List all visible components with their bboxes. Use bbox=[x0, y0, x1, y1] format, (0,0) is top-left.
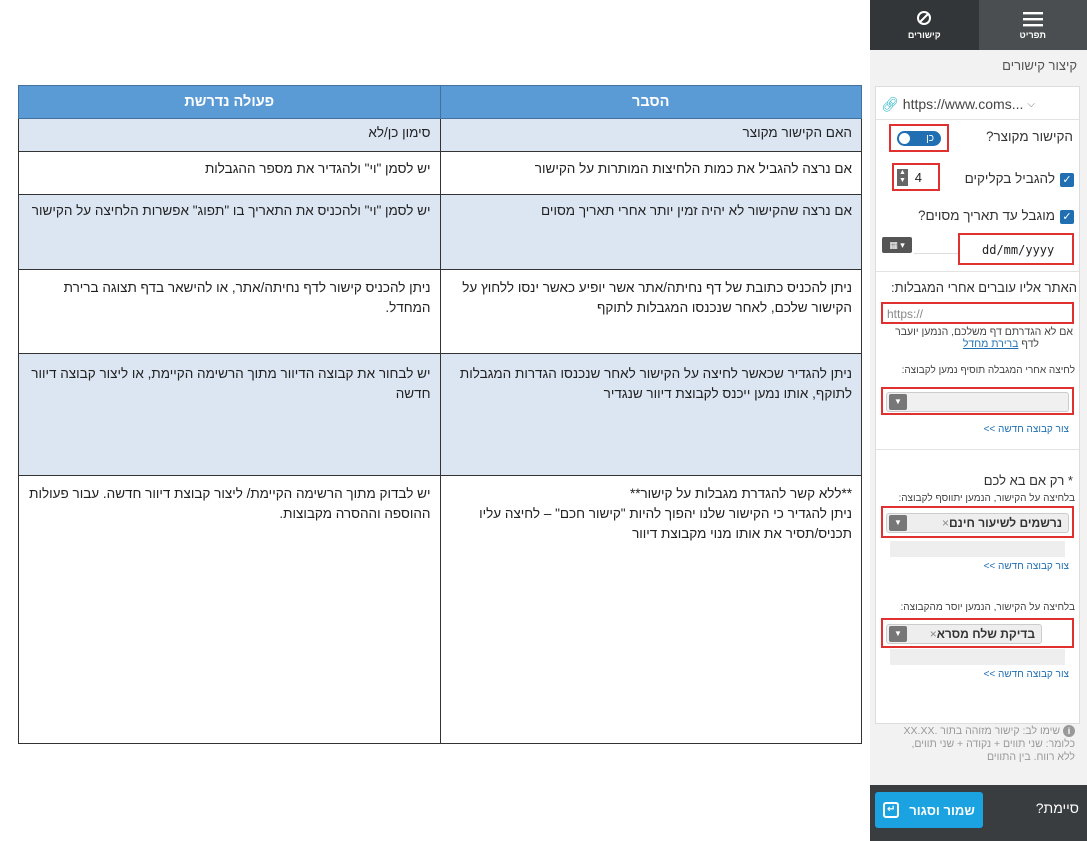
table-row bbox=[19, 195, 862, 270]
panel-footer bbox=[870, 785, 1087, 841]
tab-menu[interactable] bbox=[979, 0, 1087, 50]
chevron-down-icon: ▼ bbox=[889, 515, 907, 531]
toggle-highlight bbox=[889, 124, 949, 152]
remove-tag-icon[interactable]: × bbox=[942, 516, 950, 530]
header-required-action: פעולה נדרשת bbox=[19, 86, 441, 119]
select-field-shadow bbox=[890, 649, 1065, 665]
menu-icon bbox=[1022, 10, 1044, 28]
date-underline bbox=[914, 253, 958, 254]
table-cell-action: יש לבדוק מתוך הרשימה הקיימת/ ליצור קבוצת דיוור חדשה. עבור פעולות ההוספה וההסרה מקבוצות. bbox=[19, 476, 441, 744]
redirect-hint-prefix: לדף bbox=[1021, 338, 1039, 350]
divider bbox=[876, 449, 1079, 450]
remove-tag-icon[interactable]: × bbox=[929, 627, 937, 641]
new-group-link[interactable]: צור קבוצה חדשה >> bbox=[983, 424, 1069, 435]
divider bbox=[876, 271, 1079, 272]
chevron-down-icon: ⌵ bbox=[1027, 98, 1035, 110]
remove-group-highlight bbox=[881, 618, 1074, 648]
table-row bbox=[19, 119, 862, 152]
link-format-note bbox=[885, 725, 1075, 764]
add-group-label: בלחיצה על הקישור, הנמען יתווסף לקבוצה: bbox=[898, 493, 1075, 504]
table-row bbox=[19, 270, 862, 354]
url-text: https://www.coms... bbox=[902, 96, 1024, 112]
save-and-close-button[interactable] bbox=[875, 792, 983, 828]
table-cell-action: יש לסמן "וי" ולהכניס את התאריך בו "תפוג" אפשרות הלחיצה על הקישור bbox=[19, 195, 441, 270]
save-label: שמור וסגור bbox=[909, 802, 975, 818]
instructions-table bbox=[18, 85, 862, 744]
note-line-3: ללא רווח. בין התווים bbox=[987, 751, 1075, 763]
calendar-icon[interactable]: ▾ ▦ bbox=[882, 237, 912, 253]
add-group-value: נרשמים לשיעור חינם bbox=[949, 516, 1062, 530]
limited-date-label: מוגבל עד תאריך מסוים? bbox=[917, 208, 1055, 223]
limit-clicks-input[interactable]: 4 bbox=[914, 170, 922, 185]
toggle-knob bbox=[899, 133, 910, 144]
tab-menu-label: תפריט bbox=[1019, 30, 1046, 40]
note-line-2: כלומר: שני תווים + נקודה + שני תווים, bbox=[911, 738, 1075, 750]
table-cell-action: סימון כן/לא bbox=[19, 119, 441, 152]
select-field-shadow bbox=[890, 541, 1065, 557]
toggle-label: כן bbox=[926, 133, 934, 144]
limit-clicks-label: להגביל בקליקים bbox=[964, 171, 1055, 186]
add-group-highlight bbox=[881, 506, 1074, 538]
selected-group-tag bbox=[942, 514, 1062, 532]
table-cell-action: ניתן להכניס קישור לדף נחיתה/אתר, או להישאר בדף תצוגה ברירת המחדל. bbox=[19, 270, 441, 354]
date-input[interactable]: dd/mm/yyyy bbox=[958, 233, 1074, 265]
redirect-label: האתר אליו עוברים אחרי המגבלות: bbox=[891, 280, 1077, 295]
table-header-row bbox=[19, 86, 862, 119]
table-cell-explanation: האם הקישור מקוצר bbox=[440, 119, 862, 152]
shortened-toggle[interactable] bbox=[897, 131, 941, 146]
remove-group-select[interactable] bbox=[886, 624, 1042, 644]
link-icon: 🔗︎ bbox=[881, 95, 899, 112]
panel-title: קיצור קישורים bbox=[1002, 58, 1077, 73]
limited-date-checkbox[interactable]: ✓ bbox=[1060, 210, 1074, 224]
divider bbox=[876, 119, 1079, 120]
table-row bbox=[19, 354, 862, 476]
table-cell-explanation: ניתן להגדיר שכאשר לחיצה על הקישור לאחר שנכנסו הגדרות המגבלות לתוקף, אותו נמען ייכנס לקבוצת דיוור שנגדיר bbox=[440, 354, 862, 476]
limit-clicks-highlight bbox=[892, 163, 940, 191]
redirect-url-input[interactable]: https:// bbox=[881, 302, 1074, 324]
add-group-select[interactable] bbox=[886, 513, 1069, 533]
new-group-link[interactable]: צור קבוצה חדשה >> bbox=[983, 669, 1069, 680]
remove-group-value: בדיקת שלח מסרא bbox=[936, 627, 1035, 641]
panel-top-bar bbox=[870, 0, 1087, 50]
only-if-label: * רק אם בא לכם bbox=[983, 473, 1073, 488]
table-cell-explanation: אם נרצה להגביל את כמות הלחיצות המותרות על הקישור bbox=[440, 152, 862, 195]
chevron-down-icon: ▼ bbox=[889, 394, 907, 410]
shortened-label: הקישור מקוצר? bbox=[985, 129, 1073, 144]
after-limit-group-label: לחיצה אחרי המגבלה תוסיף נמען לקבוצה: bbox=[901, 365, 1075, 376]
url-dropdown[interactable] bbox=[881, 93, 1074, 115]
selected-group-tag bbox=[930, 625, 1035, 643]
limit-clicks-checkbox[interactable]: ✓ bbox=[1060, 173, 1074, 187]
default-page-link[interactable]: ברירת מחדל bbox=[962, 338, 1019, 350]
link-shortener-panel bbox=[870, 0, 1087, 841]
remove-group-label: בלחיצה על הקישור, הנמען יוסר מהקבוצה: bbox=[900, 602, 1075, 613]
redirect-hint-line2 bbox=[963, 338, 1039, 350]
tab-links[interactable] bbox=[870, 0, 979, 50]
note-line-1: שימו לב: קישור מזוהה בתור .XX.XX bbox=[903, 725, 1061, 737]
after-limit-group-highlight bbox=[881, 387, 1074, 415]
table-cell-explanation: אם נרצה שהקישור לא יהיה זמין יותר אחרי תאריך מסוים bbox=[440, 195, 862, 270]
table-cell-explanation: **ללא קשר להגדרת מגבלות על קישור** ניתן להגדיר כי הקישור שלנו יהפוך להיות "קישור חכם" – לחיצה עליו תכניס/תסיר את אותו מנוי מקבוצת דיוור bbox=[440, 476, 862, 744]
links-icon bbox=[914, 10, 934, 28]
tab-links-label: קישורים bbox=[907, 30, 941, 40]
info-icon: i bbox=[1063, 725, 1075, 737]
table-row bbox=[19, 152, 862, 195]
after-limit-group-select[interactable] bbox=[886, 392, 1069, 412]
header-explanation: הסבר bbox=[440, 86, 862, 119]
redirect-hint: אם לא הגדרתם דף משלכם, הנמען יועבר bbox=[895, 326, 1073, 338]
stepper-icon[interactable]: ▲ ▼ bbox=[897, 169, 908, 186]
table-cell-action: יש לבחור את קבוצה הדיוור מתוך הרשימה הקיימת, או ליצור קבוצה דיוור חדשה bbox=[19, 354, 441, 476]
done-label: סיימת? bbox=[1035, 800, 1079, 816]
save-icon: ↵ bbox=[883, 802, 899, 818]
new-group-link[interactable]: צור קבוצה חדשה >> bbox=[983, 561, 1069, 572]
table-cell-action: יש לסמן "וי" ולהגדיר את מספר ההגבלות bbox=[19, 152, 441, 195]
table-cell-explanation: ניתן להכניס כתובת של דף נחיתה/אתר אשר יופיע כאשר ינסו ללחוץ על הקישור שלכם, לאחר שנכנסו המגבלות לתוקף bbox=[440, 270, 862, 354]
chevron-down-icon: ▼ bbox=[889, 626, 907, 642]
table-row bbox=[19, 476, 862, 744]
link-settings-card bbox=[875, 86, 1080, 724]
